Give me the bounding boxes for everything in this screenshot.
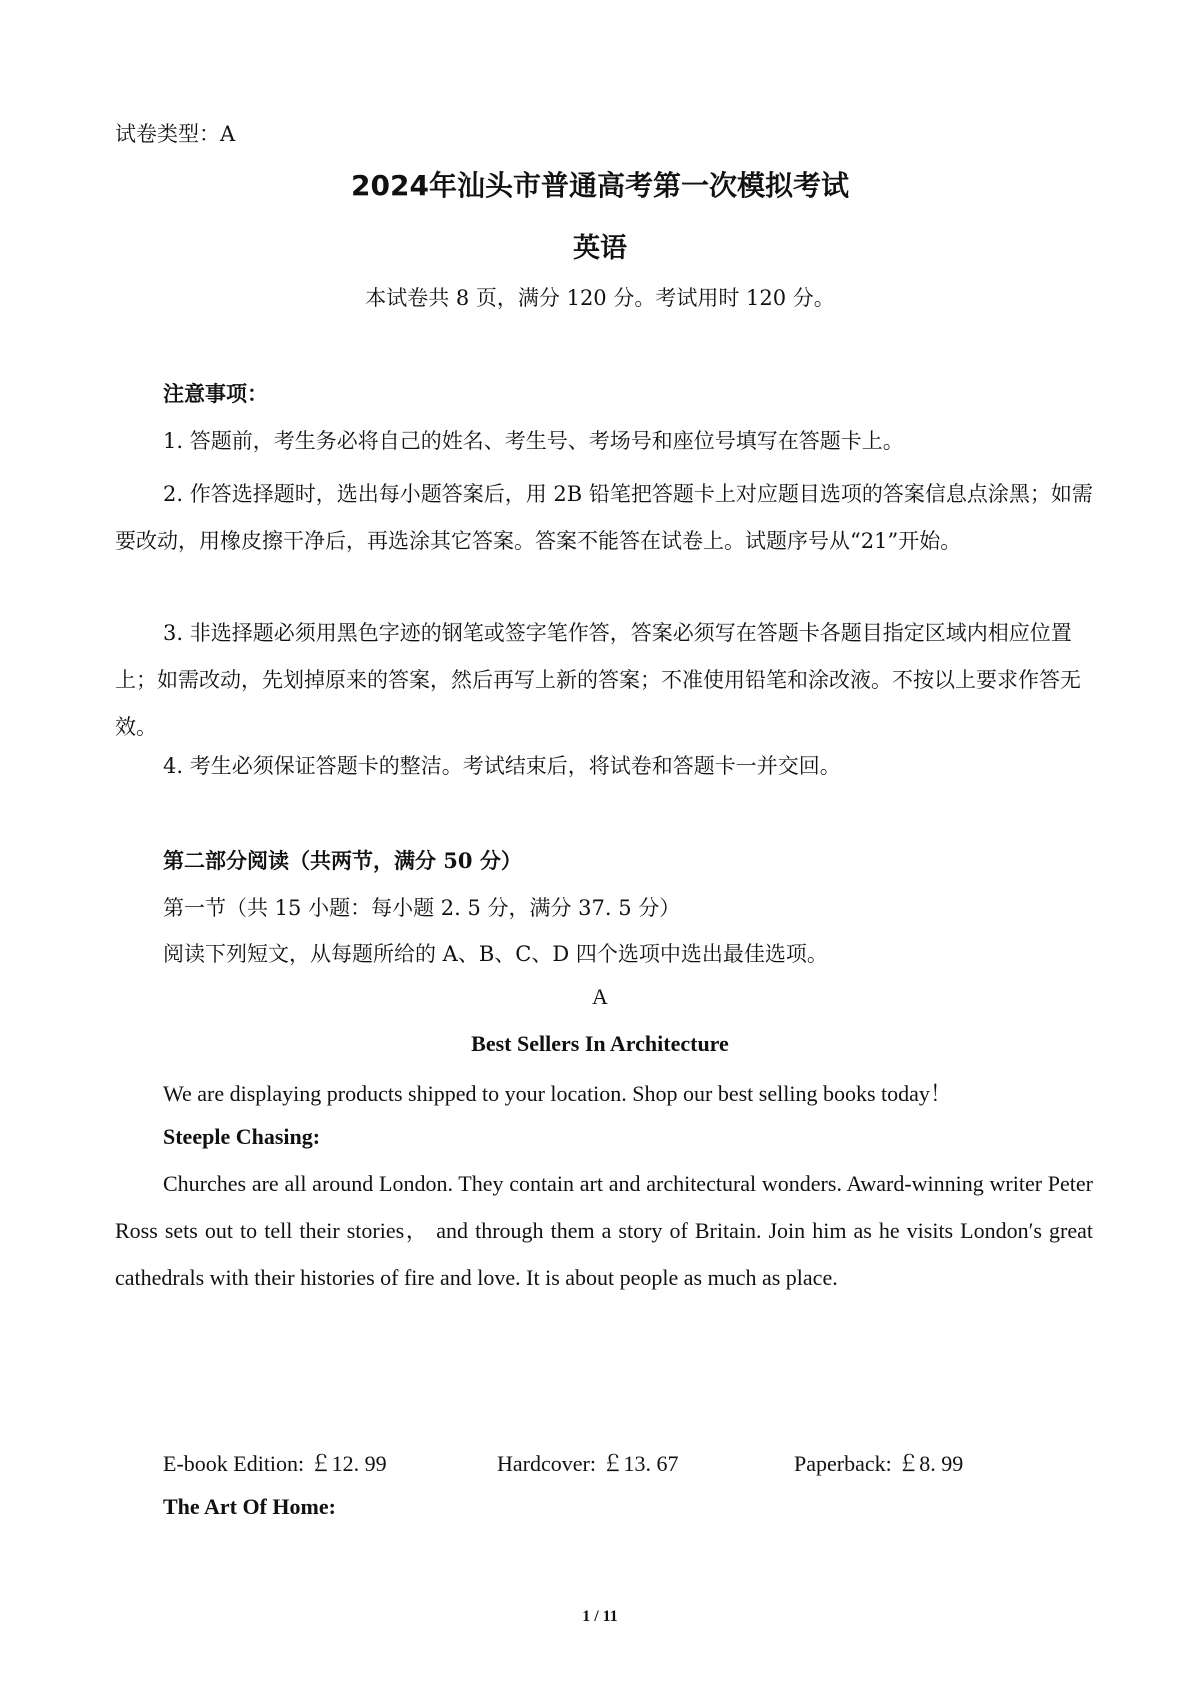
notice-item-3: 3. 非选择题必须用黑色字迹的钢笔或签字笔作答，答案必须写在答题卡各题目指定区域内相应位置上；如需改动，先划掉原来的答案，然后再写上新的答案；不准使用铅笔和涂改液。不按以上要求作答无效。	[115, 621, 1081, 739]
reading-instruction: 阅读下列短文，从每题所给的 A、B、C、D 四个选项中选出最佳选项。	[163, 942, 828, 966]
book-name-steeple-chasing: Steeple Chasing:	[163, 1124, 321, 1149]
paper-type: 试卷类型：A	[115, 122, 236, 146]
part2-heading: 第二部分阅读（共两节，满分 50 分）	[163, 848, 522, 873]
passage-intro: We are displaying products shipped to your location. Shop our best selling books today！	[163, 1081, 952, 1106]
passage-title: Best Sellers In Architecture	[471, 1031, 729, 1056]
book-name-art-of-home: The Art Of Home:	[163, 1494, 336, 1519]
notice-item-2: 2. 作答选择题时，选出每小题答案后，用 2B 铅笔把答题卡上对应题目选项的答案信息点涂黑；如需要改动，用橡皮擦干净后，再选涂其它答案。答案不能答在试卷上。试题序号从“21”开始。	[115, 482, 1093, 553]
book-description-steeple-chasing: Churches are all around London. They contain art and architectural wonders. Award-winning writer Peter Ross sets out to tell their stories， and through them a story of Britain. Join him as he visits London′s great cathedrals with their histories of fire and love. It is about people as much as place.	[115, 1171, 1093, 1290]
price-paperback: Paperback: ￡8. 99	[794, 1451, 964, 1476]
price-ebook: E-book Edition: ￡12. 99	[163, 1451, 387, 1476]
notice-heading: 注意事项：	[163, 381, 268, 406]
section1-heading: 第一节（共 15 小题：每小题 2. 5 分，满分 37. 5 分）	[163, 896, 681, 920]
exam-title: 2024年汕头市普通高考第一次模拟考试	[351, 169, 849, 202]
notice-item-4: 4. 考生必须保证答题卡的整洁。考试结束后，将试卷和答题卡一并交回。	[163, 754, 841, 778]
notice-item-1: 1. 答题前，考生务必将自己的姓名、考生号、考场号和座位号填写在答题卡上。	[163, 429, 904, 453]
price-hardcover: Hardcover: ￡13. 67	[497, 1451, 679, 1476]
subject-title: 英语	[573, 233, 627, 264]
exam-info: 本试卷共 8 页，满分 120 分。考试用时 120 分。	[365, 286, 835, 310]
passage-label: A	[592, 984, 608, 1009]
page-number: 1 / 11	[582, 1608, 618, 1625]
